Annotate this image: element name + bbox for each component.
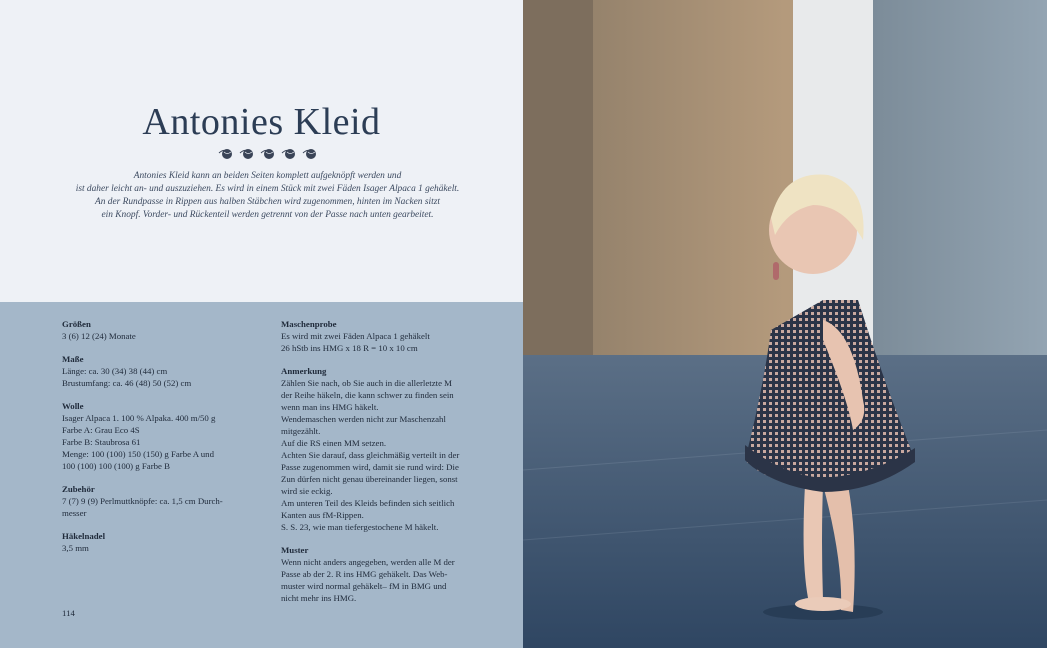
intro-line: Antonies Kleid kann an beiden Seiten komplett aufgeknöpft werden und <box>133 171 402 181</box>
text-line: messer <box>62 508 87 518</box>
text-line: Wenn nicht anders angegeben, werden alle M der <box>281 557 455 567</box>
yarn-ball-icon <box>260 146 276 160</box>
text-line: Menge: 100 (100) 150 (150) g Farbe A und <box>62 449 214 459</box>
specs-column <box>62 318 252 565</box>
text-line: 3,5 mm <box>62 543 89 553</box>
photo-illustration <box>523 0 1047 648</box>
text-line: Isager Alpaca 1. 100 % Alpaka. 400 m/50 g <box>62 413 216 423</box>
text-line: Länge: ca. 30 (34) 38 (44) cm <box>62 366 168 376</box>
section-gauge <box>281 318 481 354</box>
ornament-row <box>218 146 318 162</box>
yarn-ball-icon <box>281 146 297 160</box>
text-line: Brustumfang: ca. 46 (48) 50 (52) cm <box>62 378 192 388</box>
text-line: muster wird normal gehäkelt– fM in BMG und <box>281 581 447 591</box>
section-heading: Größen <box>62 319 91 329</box>
text-line: Auf die RS einen MM setzen. <box>281 438 387 448</box>
page-number: 114 <box>62 608 75 618</box>
text-line: 100 (100) 100 (100) g Farbe B <box>62 461 170 471</box>
section-pattern <box>281 544 481 604</box>
text-line: 26 hStb ins HMG x 18 R = 10 x 10 cm <box>281 343 418 353</box>
intro-text <box>60 170 475 222</box>
text-line: Passe ab der 2. R ins HMG gehäkelt. Das Web- <box>281 569 448 579</box>
text-line: Zun dürfen nicht genau übereinander liegen, sonst <box>281 474 458 484</box>
text-line: Passe zugenommen wird, damit sie rund wird: Die <box>281 462 459 472</box>
child-dress-photo <box>523 0 1047 648</box>
section-heading: Wolle <box>62 401 84 411</box>
text-line: der Reihe häkeln, die kann schwer zu finden sein <box>281 390 454 400</box>
text-line: wenn man ins HMG häkelt. <box>281 402 379 412</box>
section-sizes <box>62 318 252 342</box>
text-line: nicht mehr ins HMG. <box>281 593 357 603</box>
text-line: Zählen Sie nach, ob Sie auch in die allerletzte M <box>281 378 452 388</box>
text-line: Es wird mit zwei Fäden Alpaca 1 gehäkelt <box>281 331 430 341</box>
section-heading: Anmerkung <box>281 366 327 376</box>
text-line: Am unteren Teil des Kleids befinden sich seitlich <box>281 498 455 508</box>
section-yarn <box>62 400 252 472</box>
yarn-ball-icon <box>218 146 234 160</box>
page-title: Antonies Kleid <box>142 101 381 143</box>
section-notions <box>62 483 252 519</box>
text-line: mitgezählt. <box>281 426 321 436</box>
section-measurements <box>62 353 252 389</box>
text-line: Farbe B: Staubrosa 61 <box>62 437 141 447</box>
text-line: 7 (7) 9 (9) Perlmuttknöpfe: ca. 1,5 cm Durch- <box>62 496 223 506</box>
text-line: Achten Sie darauf, dass gleichmäßig verteilt in der <box>281 450 460 460</box>
section-heading: Muster <box>281 545 309 555</box>
section-heading: Maße <box>62 354 84 364</box>
intro-line: ist daher leicht an- und auszuziehen. Es wird in einem Stück mit zwei Fäden Isager Alpaca 1 gehäkelt. <box>75 184 460 194</box>
text-line: 3 (6) 12 (24) Monate <box>62 331 136 341</box>
text-line: S. S. 23, wie man tiefergestochene M häkelt. <box>281 522 439 532</box>
notes-column <box>281 318 481 615</box>
section-heading: Maschenprobe <box>281 319 337 329</box>
text-line: wird sie eckig. <box>281 486 333 496</box>
section-heading: Häkelnadel <box>62 531 106 541</box>
intro-line: An der Rundpasse in Rippen aus halben Stäbchen wird zugenommen, hinten im Nacken sitzt <box>95 197 440 207</box>
yarn-ball-icon <box>239 146 255 160</box>
section-heading: Zubehör <box>62 484 95 494</box>
intro-line: ein Knopf. Vorder- und Rückenteil werden getrennt von der Passe nach unten gearbeitet. <box>101 210 434 220</box>
text-line: Wendemaschen werden nicht zur Maschenzahl <box>281 414 446 424</box>
text-line: Farbe A: Grau Eco 4S <box>62 425 140 435</box>
text-line: Kanten aus fM-Rippen. <box>281 510 364 520</box>
section-hook <box>62 530 252 554</box>
yarn-ball-icon <box>302 146 318 160</box>
section-notes <box>281 365 481 533</box>
